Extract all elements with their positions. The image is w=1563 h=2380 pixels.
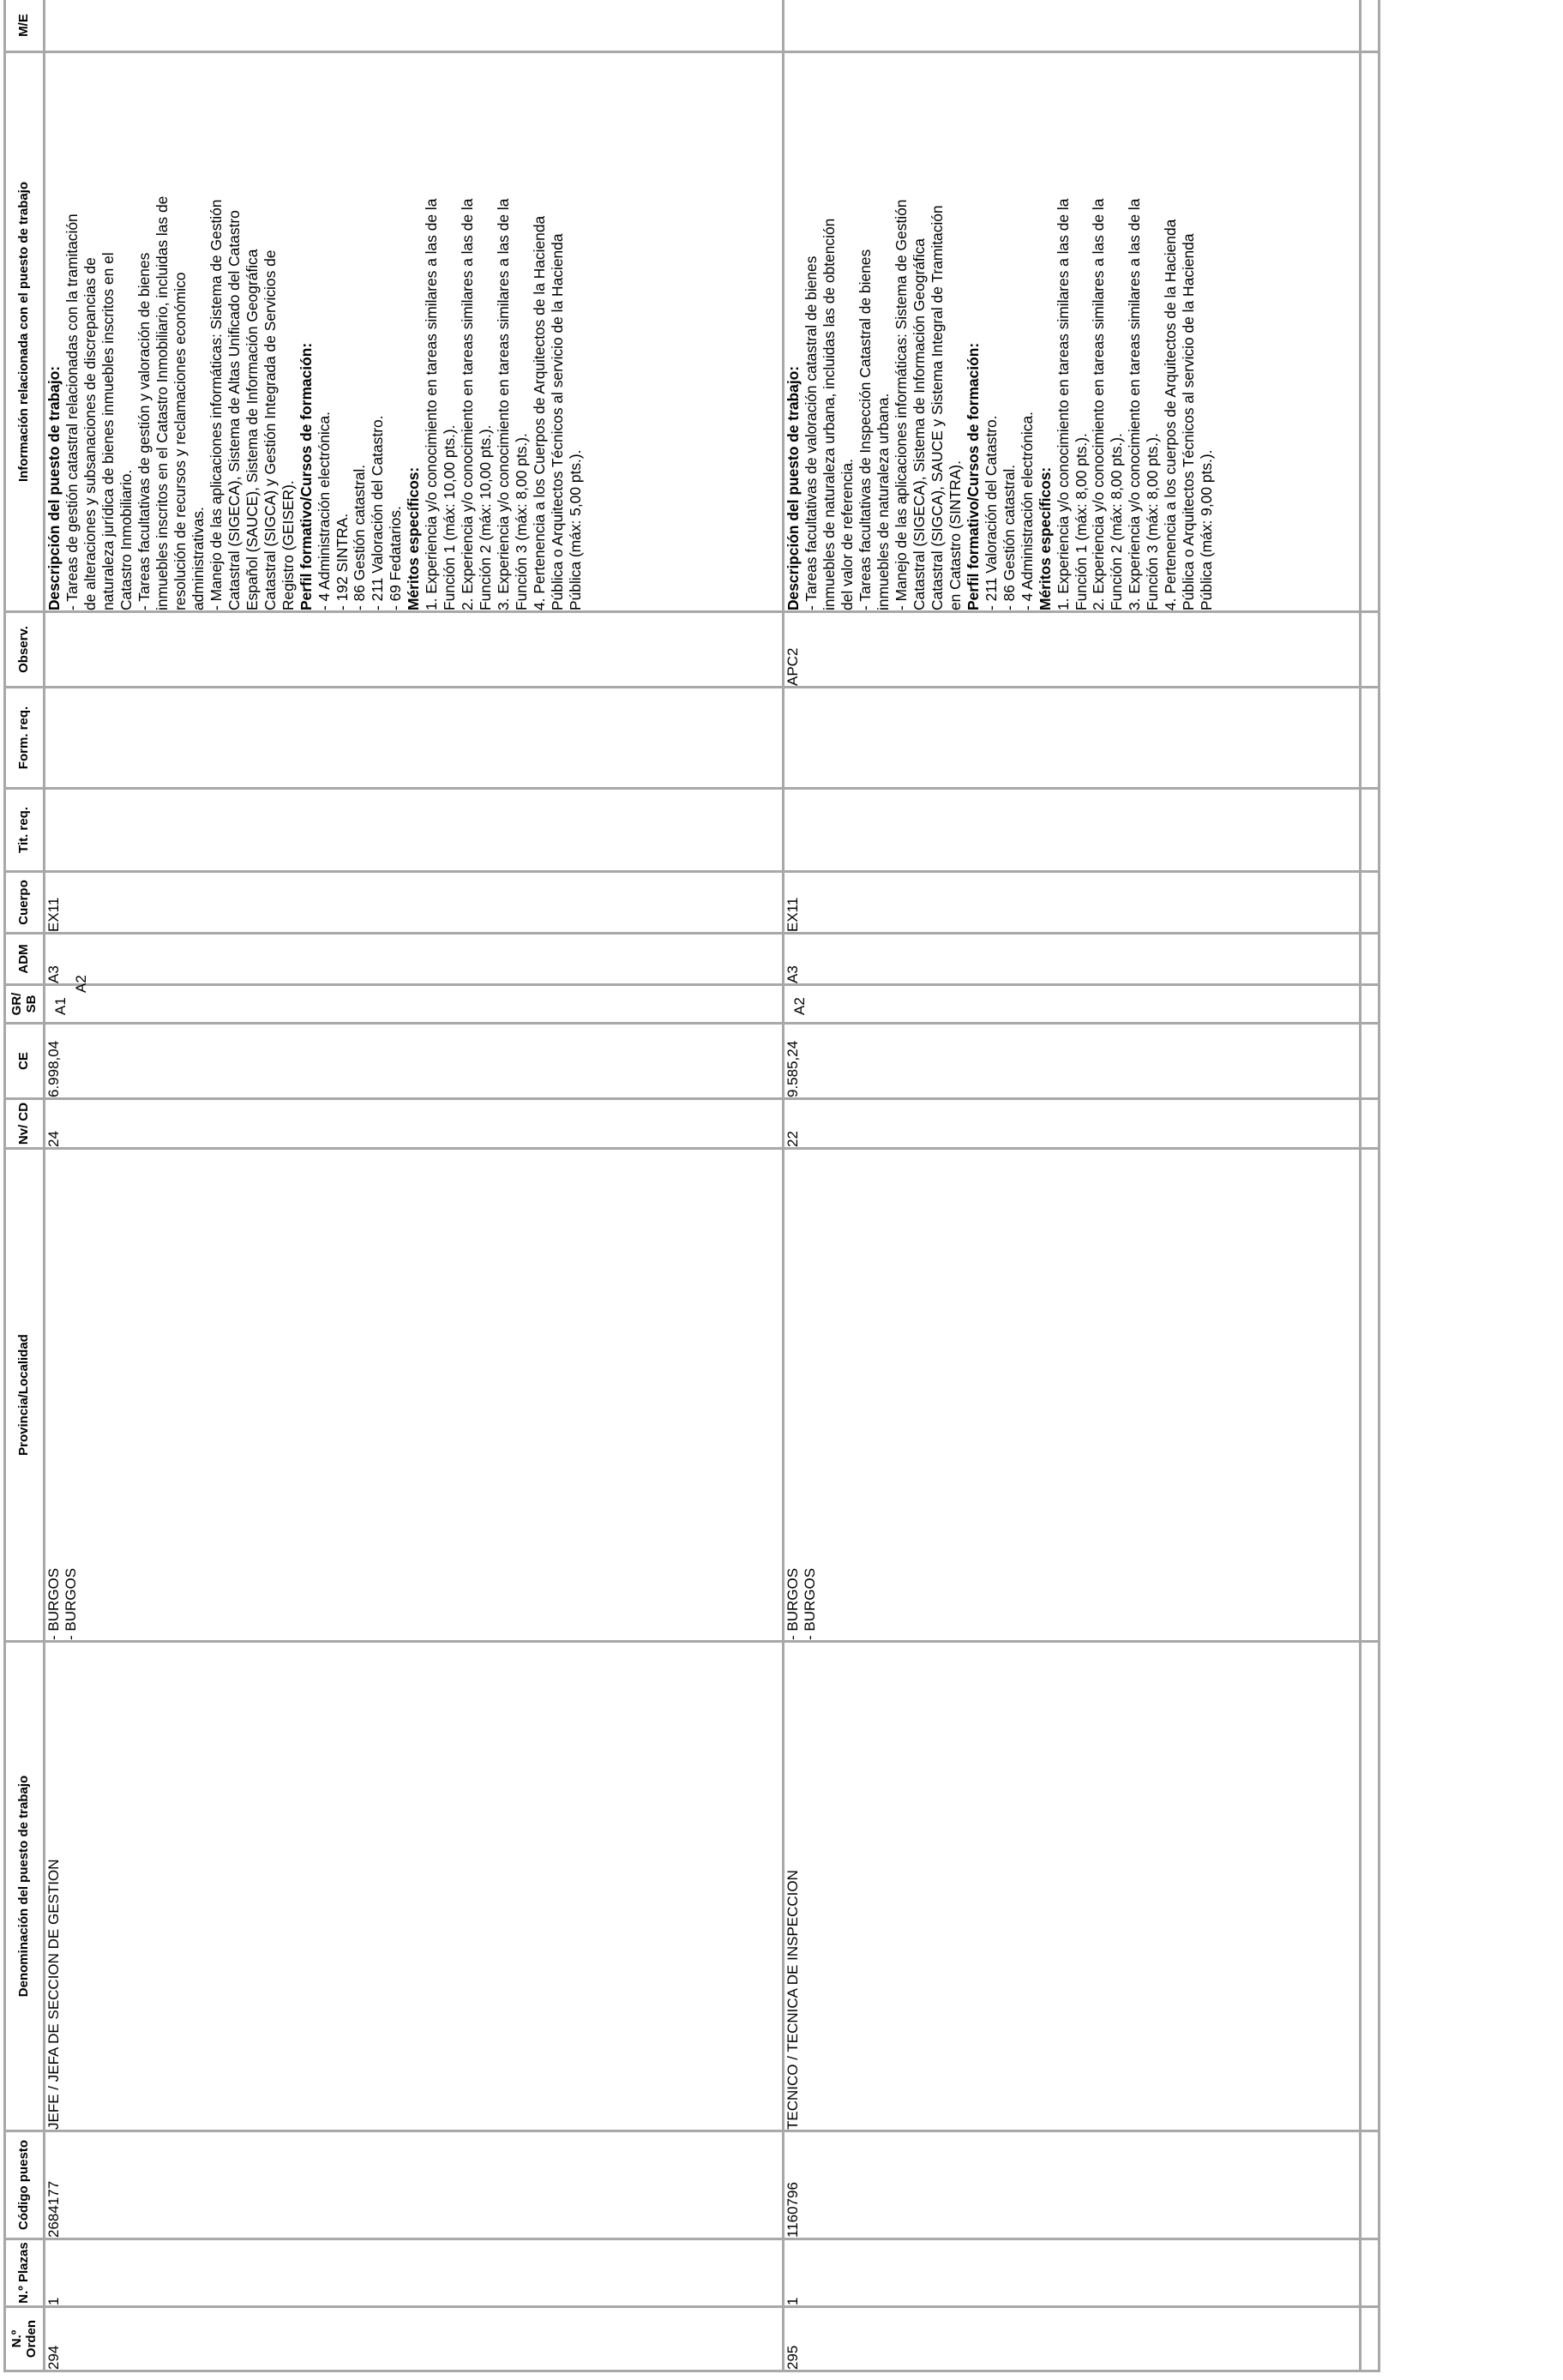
info-line: Función 1 (máx: 8,00 pts.). — [1072, 433, 1090, 610]
meritos-lines — [1055, 53, 1217, 610]
info-line: Catastral (SIGCA) y Gestión Integrada de Servicios de — [261, 249, 279, 610]
orden-cell: 295 — [784, 2307, 1361, 2371]
table-row — [784, 0, 1361, 2371]
info-line: naturaleza jurídica de bienes inmuebles inscritos en el — [99, 252, 117, 610]
blank-cell — [1361, 2307, 1380, 2371]
meritos-title: Méritos específicos: — [405, 466, 423, 610]
perfil-lines — [983, 53, 1037, 610]
blank-cell — [1361, 0, 1380, 52]
header-tit: Tit. req. — [5, 789, 45, 872]
plazas-cell: 1 — [784, 2239, 1361, 2307]
info-line: Catastral (SIGECA), Sistema de Información Geográfica — [910, 238, 928, 610]
info-line: 3. Experiencia y/o conocimiento en tareas similares a las de la — [495, 198, 513, 610]
observ-cell — [45, 612, 784, 688]
blank-cell — [1361, 1099, 1380, 1149]
info-cell — [45, 52, 784, 612]
info-line: 4. Pertenencia a los Cuerpos de Arquitectos de la Hacienda — [531, 215, 549, 610]
info-line: - Manejo de las aplicaciones informáticas: Sistema de Gestión — [892, 199, 910, 610]
info-line: - Tareas facultativas de Inspección Catastral de bienes — [856, 249, 874, 610]
header-codigo: Código puesto — [5, 2131, 45, 2239]
header-adm: ADM — [5, 934, 45, 985]
nv-cd-cell: 24 — [45, 1099, 784, 1149]
info-line: - Manejo de las aplicaciones informáticas: Sistema de Gestión — [207, 199, 225, 610]
meritos-lines — [423, 53, 585, 610]
info-line: Función 2 (máx: 8,00 pts.). — [1108, 433, 1126, 610]
desc-title: Descripción del puesto de trabajo: — [785, 365, 802, 610]
info-line: administrativas. — [189, 507, 207, 610]
gr-value: A2 — [791, 997, 808, 1015]
desc-lines — [63, 53, 298, 610]
info-line: Pública o Arquitectos Técnicos al servicio de la Hacienda — [549, 233, 567, 610]
blank-cell — [1361, 52, 1380, 612]
observ-cell: APC2 — [784, 612, 1361, 688]
header-form: Form. req. — [5, 688, 45, 789]
header-me: M/E — [5, 0, 45, 52]
provincia-item: - BURGOS — [63, 1567, 80, 1640]
blank-cell — [1361, 612, 1380, 688]
info-line: - 69 Fedatarios. — [387, 506, 405, 610]
header-orden: N.º Orden — [5, 2307, 45, 2371]
tit-cell — [784, 789, 1361, 872]
info-line: del valor de referencia. — [838, 459, 856, 610]
blank-cell — [1361, 985, 1380, 1024]
info-line: de alteraciones y subsanaciones de discrepancias de — [81, 257, 99, 610]
info-line: Función 3 (máx: 8,00 pts.). — [1144, 433, 1162, 610]
denominacion-cell: TECNICO / TECNICA DE INSPECCION — [784, 1642, 1361, 2131]
cuerpo-cell: EX11 — [784, 872, 1361, 934]
info-cell — [784, 52, 1361, 612]
info-line: - Tareas facultativas de gestión y valoración de bienes — [135, 252, 153, 610]
codigo-cell: 1160796 — [784, 2131, 1361, 2239]
info-line: - 4 Administración electrónica. — [1018, 412, 1036, 610]
desc-lines — [803, 53, 965, 610]
info-line: Pública (máx: 5,00 pts.). — [567, 449, 585, 610]
blank-cell — [1361, 789, 1380, 872]
info-line: - 86 Gestión catastral. — [351, 464, 369, 610]
tit-cell — [45, 789, 784, 872]
form-cell — [784, 688, 1361, 789]
desc-title: Descripción del puesto de trabajo: — [45, 365, 63, 610]
info-line: Catastral (SIGCA), SAUCE y Sistema Integral de Tramitación — [928, 205, 946, 610]
info-line: - 192 SINTRA. — [333, 513, 351, 610]
ce-cell: 9.585,24 — [784, 1024, 1361, 1099]
info-line: - 4 Administración electrónica. — [315, 412, 333, 610]
info-line: en Catastro (SINTRA). — [946, 460, 964, 610]
header-cuerpo: Cuerpo — [5, 872, 45, 934]
info-line: inmuebles inscritos en el Catastro Inmobiliario, incluidas las de — [153, 195, 171, 610]
cuerpo-cell: EX11 — [45, 872, 784, 934]
info-line: Español (SAUCE), Sistema de Información Geográfica — [243, 249, 261, 610]
header-observ: Observ. — [5, 612, 45, 688]
me-cell — [784, 0, 1361, 52]
provincia-item: - BURGOS — [45, 1567, 62, 1640]
provincia-item: - BURGOS — [802, 1567, 819, 1640]
blank-cell — [1361, 2131, 1380, 2239]
plazas-cell: 1 — [45, 2239, 784, 2307]
blank-cell — [1361, 688, 1380, 789]
info-line: inmuebles de naturaleza urbana, incluidas las de obtención — [820, 218, 838, 610]
form-cell — [45, 688, 784, 789]
info-line: Función 1 (máx: 10,00 pts.). — [441, 424, 459, 610]
info-line: - Tareas de gestión catastral relacionadas con la tramitación — [63, 213, 81, 610]
table-row — [45, 0, 784, 2371]
positions-table — [3, 0, 1380, 2372]
gr-value: A2 — [73, 975, 89, 993]
info-line: Catastro Inmobiliario. — [117, 469, 135, 610]
gr-sb-cell — [45, 975, 784, 1024]
info-line: 2. Experiencia y/o conocimiento en tareas similares a las de la — [459, 198, 477, 610]
provincia-item: - BURGOS — [785, 1567, 801, 1640]
info-line: 3. Experiencia y/o conocimiento en tareas similares a las de la — [1126, 198, 1144, 610]
info-line: 2. Experiencia y/o conocimiento en tareas similares a las de la — [1090, 198, 1108, 610]
blank-cell — [1361, 934, 1380, 985]
gr-sb-cell — [784, 985, 1361, 1024]
nv-cd-cell: 22 — [784, 1099, 1361, 1149]
info-line: - 211 Valoración del Catastro. — [982, 415, 1000, 610]
provincia-cell — [784, 1149, 1361, 1642]
me-cell — [45, 0, 784, 52]
info-line: Registro (GEISER). — [279, 480, 297, 610]
header-nv-cd: Nv/ CD — [5, 1099, 45, 1149]
meritos-title: Méritos específicos: — [1036, 466, 1054, 610]
info-line: 1. Experiencia y/o conocimiento en tareas similares a las de la — [1054, 198, 1072, 610]
info-line: - Tareas facultativas de valoración catastral de bienes — [802, 255, 820, 610]
header-provincia: Provincia/Localidad — [5, 1149, 45, 1642]
header-ce: CE — [5, 1024, 45, 1099]
info-line: Pública o Arquitectos Técnicos al servicio de la Hacienda — [1180, 233, 1198, 610]
ce-cell: 6.998,04 — [45, 1024, 784, 1099]
info-line: Función 3 (máx: 8,00 pts.). — [513, 433, 531, 610]
provincia-cell — [45, 1149, 784, 1642]
perfil-title: Perfil formativo/Cursos de formación: — [297, 342, 315, 610]
blank-cell — [1361, 1642, 1380, 2131]
header-gr-sb: GR/ SB — [5, 985, 45, 1024]
info-line: Pública (máx: 9,00 pts.). — [1198, 449, 1216, 610]
header-info: Información relacionada con el puesto de trabajo — [5, 52, 45, 612]
info-line: 4. Pertenencia a los cuerpos de Arquitectos de la Hacienda — [1162, 219, 1180, 610]
info-line: Catastral (SIGECA), Sistema de Altas Unificado del Catastro — [225, 210, 243, 610]
info-line: resolución de recursos y reclamaciones económico — [171, 272, 189, 610]
gr-value: A1 — [52, 997, 69, 1015]
info-line: - 211 Valoración del Catastro. — [369, 415, 387, 610]
blank-cell — [1361, 1024, 1380, 1099]
codigo-cell: 2684177 — [45, 2131, 784, 2239]
orden-cell: 294 — [45, 2307, 784, 2371]
blank-row — [1361, 0, 1380, 2371]
adm-cell: A3 — [784, 934, 1361, 985]
denominacion-cell: JEFE / JEFA DE SECCION DE GESTION — [45, 1642, 784, 2131]
header-plazas: N.º Plazas — [5, 2239, 45, 2307]
header-row — [5, 0, 45, 2371]
blank-cell — [1361, 1149, 1380, 1642]
info-line: Función 2 (máx: 10,00 pts.). — [477, 424, 495, 610]
info-line: - 86 Gestión catastral. — [1000, 464, 1018, 610]
info-line: 1. Experiencia y/o conocimiento en tareas similares a las de la — [423, 198, 441, 610]
blank-cell — [1361, 872, 1380, 934]
blank-cell — [1361, 2239, 1380, 2307]
perfil-title: Perfil formativo/Cursos de formación: — [964, 342, 982, 610]
info-line: inmuebles de naturaleza urbana. — [874, 393, 892, 610]
adm-cell: A3 — [45, 934, 784, 985]
header-denominacion: Denominación del puesto de trabajo — [5, 1642, 45, 2131]
perfil-lines — [316, 53, 406, 610]
